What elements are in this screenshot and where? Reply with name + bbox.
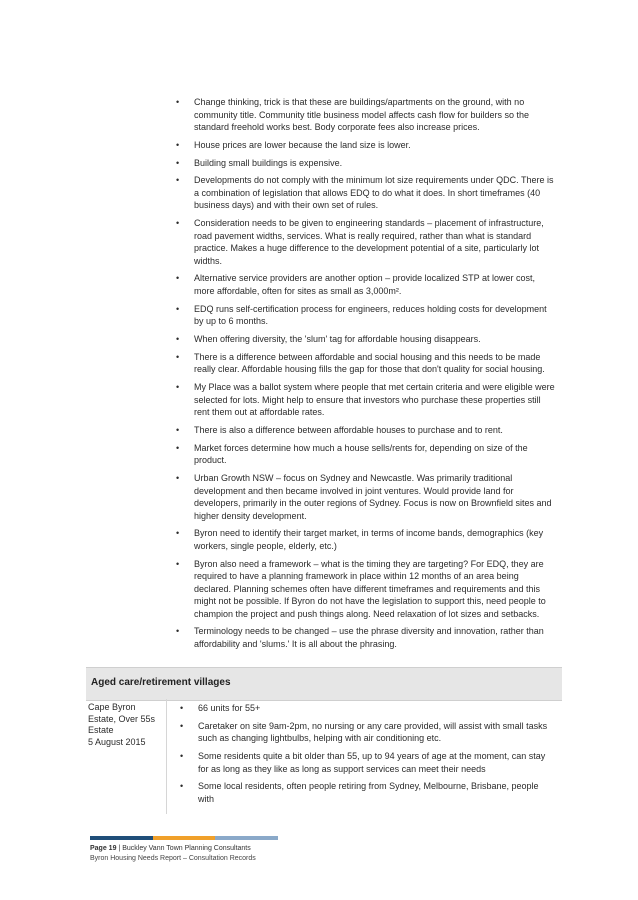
bullet-item [176,780,556,805]
bullet-text: There is also a difference between affordable houses to purchase and to rent. [194,424,503,435]
bullet-item [172,272,556,297]
bullet-icon: • [176,218,180,229]
footer-separator: | [118,845,121,852]
bullet-item [172,333,556,346]
column-divider [166,699,167,814]
bullet-icon: • [176,382,180,393]
bullet-icon: • [176,273,180,284]
entry-label-line: Cape Byron [88,702,136,712]
bullet-text: EDQ runs self-certification process for engineers, reduces holding costs for development by up to 6 months. [194,303,547,327]
bullet-icon: • [176,157,180,168]
footer-color-bar [90,836,278,840]
bullet-item [172,625,556,650]
bullet-item [172,424,556,437]
entry-date: 5 August 2015 [88,736,146,747]
bullet-text: When offering diversity, the 'slum' tag for affordable housing disappears. [194,334,481,345]
bullet-icon: • [180,781,184,792]
footer-page-line [90,845,251,852]
bullet-text: My Place was a ballot system where people that met certain criteria and were eligible were selected for lots. Might help to ensure that investors who purchase these properties still rent them out at affordable rates. [194,382,555,418]
bullet-item [172,381,556,419]
bullet-text: Change thinking, trick is that these are buildings/apartments on the ground, with no community title. Community title business model affects cash flow for builders so the standard freehold works best. Body corporate fees also increase prices. [194,97,529,132]
bullet-text: Alternative service providers are another option – provide localized STP at lower cost, more affordable, often for sites as small as 3,000m². [194,273,536,296]
entry-label [88,702,170,748]
bullet-text: Some local residents, often people retiring from Sydney, Melbourne, Brisbane, people with [198,781,539,804]
bullet-text: 66 units for 55+ [198,703,261,713]
bullet-text: Byron need to identify their target market, in terms of income bands, demographics (key workers, single people, elderly, etc.) [194,528,544,551]
bullet-text: Byron also need a framework – what is the timing they are targeting? For EDQ, they are required to have a planning framework in place within 12 months of an area being declared. Planning schemes often have different timeframes and requirements and this might not be possible. If Byron do not have the legislation to support this, need people to champion the project and push things along. Need relaxation of lot sizes and setbacks. [194,558,546,619]
bullet-icon: • [176,558,180,569]
bullet-icon: • [176,175,180,186]
bullet-text: Terminology needs to be changed – use the phrase diversity and innovation, rather than affordability and 'slums.' It is all about the phrasing. [194,626,544,649]
bullet-text: Some residents quite a bit older than 55, up to 94 years of age at the moment, can stay for as long as they like as long as support services can meet their needs [198,751,546,774]
firm-name: Buckley Vann Town Planning Consultants [122,845,251,852]
bullet-item [172,472,556,522]
bullet-text: Market forces determine how much a house sells/rents for, depending on size of the product. [194,442,528,466]
bullet-icon: • [180,703,184,713]
footer-bar-segment [90,836,153,840]
bullet-text: There is a difference between affordable and social housing and this needs to be made really clear. Affordable housing fills the gap for those that don't quality for social housing. [194,351,545,375]
bullet-text: House prices are lower because the land size is lower. [194,139,411,150]
bullet-item [172,96,556,134]
bullet-icon: • [176,303,180,314]
bullet-text: Caretaker on site 9am-2pm, no nursing or any care provided, will assist with small tasks such as changing lightbulbs, helping with air conditioning etc. [198,720,548,744]
footer-bar-segment [215,836,278,840]
bullet-icon: • [176,334,180,345]
bullet-icon: • [176,424,180,435]
bullet-text: Consideration needs to be given to engineering standards – placement of infrastructure, road pavement widths, services. What is really required, rather than what is standard practice. Makes a huge difference to the development potential of a site, particularly lot widths. [194,218,544,266]
bullet-item [172,303,556,328]
page-number: Page 19 [90,845,117,852]
bullet-item [172,351,556,376]
footer-bar-segment [153,836,216,840]
bullet-item [172,217,556,267]
bullet-item [172,527,556,552]
bullet-item [172,442,556,467]
entry-label-line: Estate, Over 55s [88,713,156,724]
bullet-item [176,720,556,745]
bullet-item [172,558,556,621]
bullet-icon: • [180,751,184,762]
bullet-item [172,139,556,152]
bullet-icon: • [176,97,180,107]
bullet-icon: • [180,720,184,731]
section-title: Aged care/retirement villages [91,677,231,688]
bullet-icon: • [176,626,180,637]
report-title: Byron Housing Needs Report – Consultation Records [90,855,256,862]
bullet-icon: • [176,528,180,539]
bullet-icon: • [176,473,180,484]
section-header [86,667,562,701]
bullet-item [172,174,556,212]
bullet-item [172,157,556,170]
bullet-icon: • [176,351,180,362]
aged-care-notes-list [176,702,556,811]
entry-label-line: Estate [88,725,114,735]
bullet-text: Building small buildings is expensive. [194,157,343,168]
bullet-icon: • [176,442,180,453]
consultation-notes-list [172,96,556,656]
bullet-text: Urban Growth NSW – focus on Sydney and Newcastle. Was primarily traditional development and then became involved in joint ventures. Would provide land for developers, primarily in the outer regions of Sydney. Focus is now on Brownfield sites and higher density development. [194,473,552,521]
bullet-text: Developments do not comply with the minimum lot size requirements under QDC. There is a combination of legislation that allows EDQ to do what it does. In short timeframes (40 business days) and with their own set of rules. [194,175,554,211]
bullet-item [176,750,556,775]
bullet-item [176,702,556,715]
bullet-icon: • [176,139,180,150]
